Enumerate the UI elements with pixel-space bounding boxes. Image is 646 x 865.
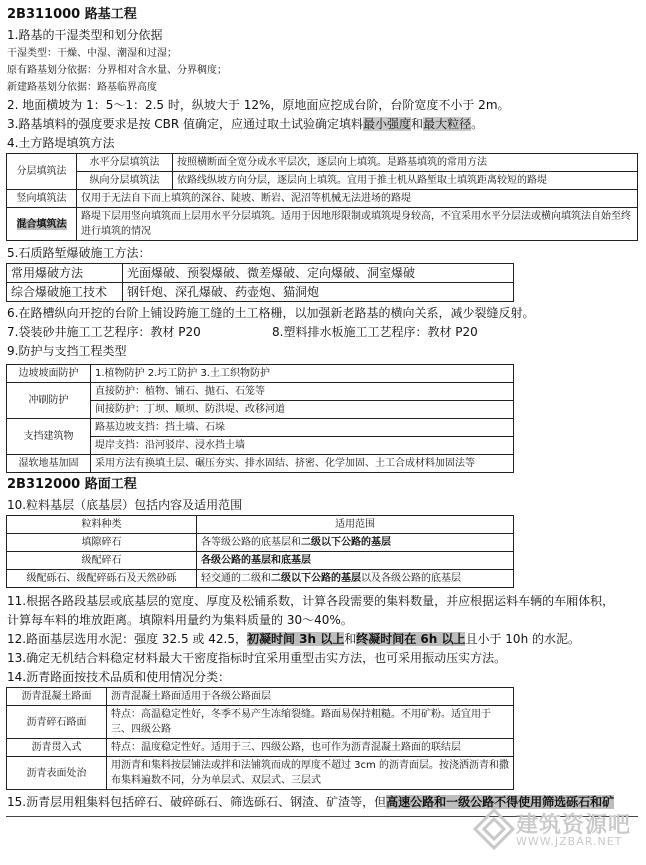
table-cell: 1.植物防护 2.圬工防护 3.土工织物防护 (91, 365, 514, 383)
table-row (7, 706, 514, 739)
table-cell: 沥青表面处治 (7, 757, 107, 790)
table-row (7, 455, 514, 473)
table-row (7, 365, 514, 383)
table-cell: 各等级公路的底基层和二级以下公路的基层 (197, 534, 514, 552)
watermark (472, 807, 642, 851)
table-row (7, 154, 638, 172)
document-page (6, 4, 640, 812)
table-cell: 路基边坡支挡：挡土墙、石垛 (91, 419, 514, 437)
table-row (7, 570, 514, 588)
granular-base-table (6, 515, 514, 588)
table-cell: 分层填筑法 (7, 154, 77, 190)
table-cell: 堤岸支挡：沿河驳岸、浸水挡土墙 (91, 437, 514, 455)
table-cell: 钢钎炮、深孔爆破、药壶炮、猫洞炮 (123, 283, 514, 302)
items-7-8 (6, 323, 640, 342)
table-row (7, 283, 514, 302)
item-1-types: 干湿类型：干燥、中湿、潮湿和过湿； (7, 48, 177, 59)
item-1-title: 1.路基的干湿类型和划分依据 (7, 28, 163, 42)
table-row (7, 739, 514, 757)
highlight-min-strength: 最小强度 (363, 117, 412, 131)
item-15-aggregate: 15.沥青层用粗集料包括碎石、破碎砾石、筛选砾石、钢渣、矿渣等，但高速公路和一级公路不得使用筛选砾石和矿 (7, 795, 615, 809)
table-cell: 冲刷防护 (7, 383, 91, 419)
highlight-expressway: 高速公路和一级公路不得使用筛选砾石和矿 (386, 795, 615, 809)
table-row (7, 208, 638, 241)
item-11-line1: 11.根据各路段基层或底基层的宽度、厚度及松铺系数，计算各段需要的集料数量，并应根据运料车辆的车厢体积， (7, 594, 615, 608)
section-title-pavement: 2B312000 路面工程 (7, 477, 137, 492)
highlight-initial-set: 初凝时间 3h 以上 (246, 632, 345, 646)
item-13-density: 13.确定无机结合料稳定材料最大干密度指标时宜采用重型击实方法，也可采用振动压实方法。 (7, 651, 507, 665)
table-cell: 特点：温度稳定性好。适用于三、四级公路，也可作为沥青混凝土路面的联结层 (107, 739, 514, 757)
item-7-sand-drain: 7.袋装砂井施工工艺程序：教材 P20 (7, 325, 201, 339)
table-cell: 湿软地基加固 (7, 455, 91, 473)
table-cell: 直接防护：植物、铺石、抛石、石笼等 (91, 383, 514, 401)
item-9-title: 9.防护与支挡工程类型 (7, 344, 127, 358)
item-6-geogrid: 6.在路槽纵向开挖的台阶上铺设跨施工缝的土工格栅，以加强新老路基的横向关系，减少裂缝反射。 (7, 306, 535, 320)
table-cell: 水平分层填筑法 (77, 154, 173, 172)
table-row (7, 688, 514, 706)
item-4-title: 4.土方路堤填筑方法 (7, 136, 115, 150)
table-cell: 竖向填筑法 (7, 190, 77, 208)
item-1-new-basis: 新建路基划分依据：路基临界高度 (7, 82, 157, 93)
table-cell: 仅用于无法自下而上填筑的深谷、陡坡、断岩、泥沼等机械无法进场的路堤 (77, 190, 638, 208)
item-12-cement: 12.路面基层选用水泥：强度 32.5 或 42.5，初凝时间 3h 以上和终凝时间在 6h 以上且小于 10h 的水泥。 (7, 632, 580, 646)
table-cell: 路堤下层用竖向填筑而上层用水平分层填筑。适用于因地形限制或填筑堤身较高，不宜采用水平分层法或横向填筑法自始至终进行填筑的情况 (77, 208, 638, 241)
section-title-roadbed: 2B311000 路基工程 (7, 7, 137, 22)
table-cell: 支挡建筑物 (7, 419, 91, 455)
highlight-final-set: 终凝时间在 6h 以上 (356, 632, 466, 646)
table-cell: 沥青碎石路面 (7, 706, 107, 739)
column-header: 适用范围 (197, 516, 514, 534)
table-row (7, 534, 514, 552)
item-3-fill-strength: 3.路基填料的强度要求是按 CBR 值确定，应通过取土试验确定填料最小强度和最大粒径。 (7, 117, 484, 131)
item-11-line2: 计算每车料的堆放距离。填隙料用量约为集料质量的 30～40%。 (7, 613, 353, 627)
table-header-row (7, 516, 514, 534)
table-row (7, 552, 514, 570)
blasting-table (6, 263, 514, 302)
table-cell: 填隙碎石 (7, 534, 197, 552)
table-row (7, 172, 638, 190)
table-cell: 级配砾石、级配碎砾石及天然砂砾 (7, 570, 197, 588)
table-cell: 依路线纵坡方向分层，逐层向上填筑。宜用于推土机从路堑取土填筑距离较短的路堤 (173, 172, 638, 190)
table-cell: 轻交通的二级和二级以下公路的基层以及各级公路的底基层 (197, 570, 514, 588)
table-cell: 特点：高温稳定性好，冬季不易产生冻缩裂缝。路面易保持粗糙。不用矿粉。适宜用于三、四级公路 (107, 706, 514, 739)
highlight-max-size: 最大粒径 (423, 117, 472, 131)
table-cell: 各级公路的基层和底基层 (197, 552, 514, 570)
asphalt-pavement-table (6, 687, 514, 790)
table-cell: 纵向分层填筑法 (77, 172, 173, 190)
table-cell: 采用方法有换填土层、碾压夯实、排水固结、挤密、化学加固、土工合成材料加固法等 (91, 455, 514, 473)
watermark-url: WWW.JZBAR.NET (516, 835, 623, 848)
table-row (7, 264, 514, 283)
item-5-title: 5.石质路堑爆破施工方法： (7, 246, 151, 260)
table-cell: 用沥青和集料按层铺法或拌和法铺筑而成的厚度不超过 3cm 的沥青面层。按浇洒沥青和撒布集料遍数不同，分为单层式、双层式、三层式 (107, 757, 514, 790)
table-cell: 综合爆破施工技术 (7, 283, 123, 302)
item-1-existing-basis: 原有路基划分依据：分界相对含水量、分界稠度； (7, 65, 227, 76)
table-cell: 混合填筑法 (7, 208, 77, 241)
table-row (7, 419, 514, 437)
table-cell: 常用爆破方法 (7, 264, 123, 283)
watermark-text: 建筑资源吧 (516, 813, 632, 838)
column-header: 粒料种类 (7, 516, 197, 534)
table-row (7, 190, 638, 208)
table-row (7, 757, 514, 790)
jzbar-logo-icon (472, 807, 516, 851)
table-cell: 沥青贯入式 (7, 739, 107, 757)
table-cell: 按照横断面全宽分成水平层次，逐层向上填筑。是路基填筑的常用方法 (173, 154, 638, 172)
item-2-slope: 2. 地面横坡为 1：5～1：2.5 时，纵坡大于 12%，原地面应挖成台阶，台阶宽度不小于 2m。 (7, 98, 510, 112)
item-14-title: 14.沥青路面按技术品质和使用情况分类： (7, 670, 231, 684)
protection-table (6, 364, 514, 473)
item-8-drain-board: 8.塑料排水板施工工艺程序：教材 P20 (272, 325, 478, 339)
table-row (7, 383, 514, 401)
table-cell: 光面爆破、预裂爆破、微差爆破、定向爆破、洞室爆破 (123, 264, 514, 283)
embankment-fill-table (6, 153, 638, 241)
table-cell: 间接防护：丁坝、顺坝、防洪堤、改移河道 (91, 401, 514, 419)
table-cell: 级配碎石 (7, 552, 197, 570)
item-10-title: 10.粒料基层（底基层）包括内容及适用范围 (7, 498, 243, 512)
table-cell: 沥青混凝土路面 (7, 688, 107, 706)
table-cell: 沥青混凝土路面适用于各级公路面层 (107, 688, 514, 706)
table-cell: 边坡坡面防护 (7, 365, 91, 383)
